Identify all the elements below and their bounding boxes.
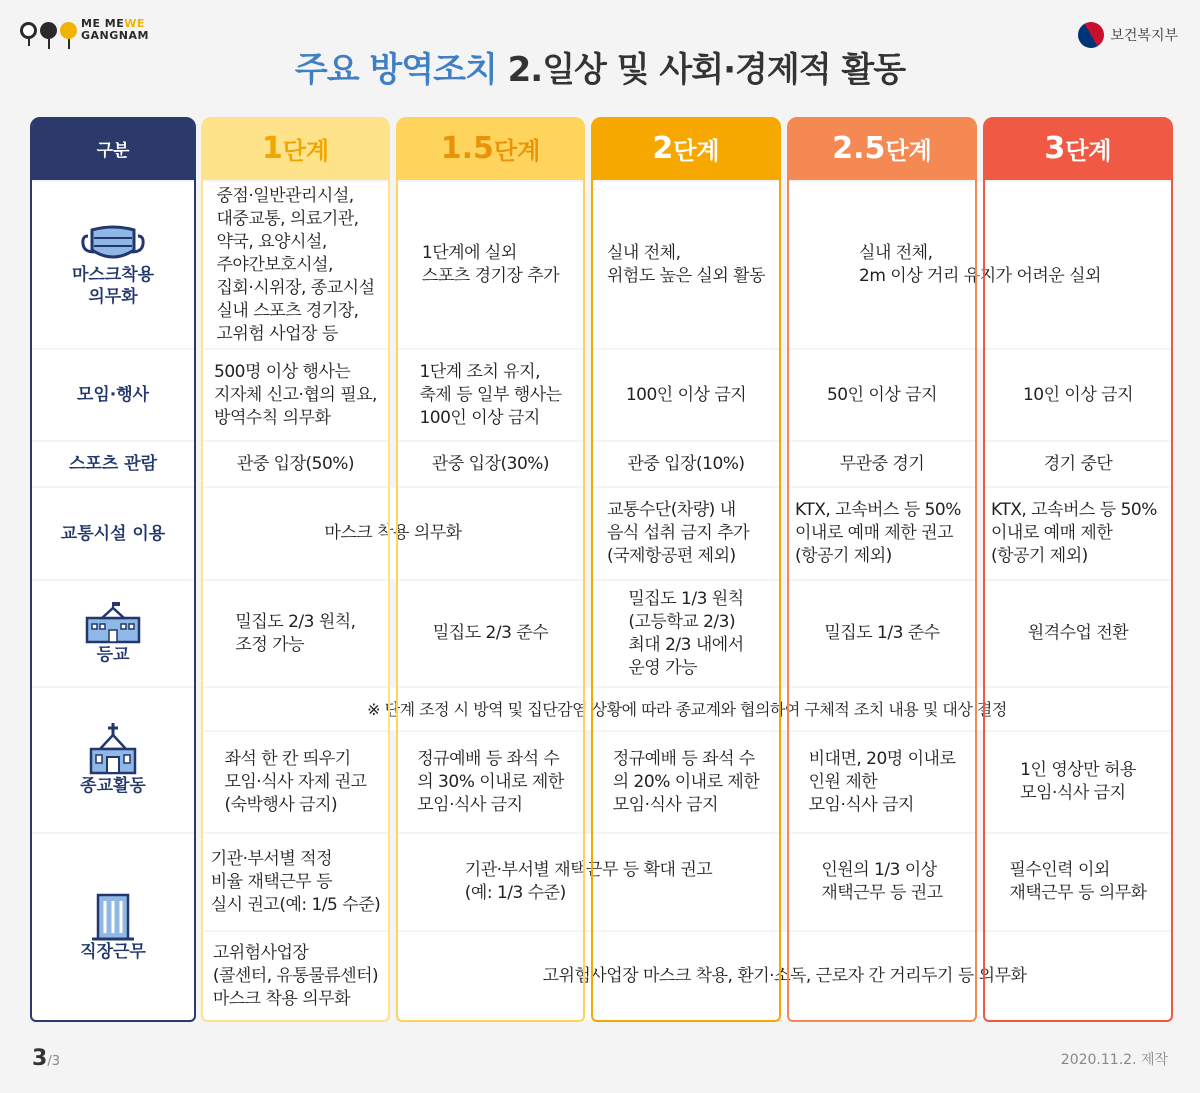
cell-school-l1 <box>203 581 388 686</box>
cell-gathering-l3: 10인 이상 금지 <box>985 350 1171 440</box>
multiline <box>214 361 377 430</box>
cell-work-l15-2 <box>398 834 779 930</box>
text-line: 모임·식사 금지 <box>612 794 719 815</box>
logo-we: WE <box>124 17 145 30</box>
row-label-gathering <box>32 350 194 440</box>
column-header-level <box>398 117 583 180</box>
level-number: 2.5 <box>832 131 886 166</box>
text-line: (국제항공편 제외) <box>607 546 736 566</box>
text-line: 2m 이상 거리 유지가 어려운 실외 <box>859 266 1101 286</box>
text-line: 위험도 높은 실외 활동 <box>606 266 765 286</box>
cell-sports-l1: 관중 입장(50%) <box>203 442 388 486</box>
cell-work-l3 <box>985 834 1171 930</box>
text-line: 필수인력 이외 <box>1009 860 1110 880</box>
text-line: 약국, 요양시설, <box>216 231 327 252</box>
column-header-level <box>203 117 388 180</box>
text-line: (콜센터, 유통물류센터) <box>212 965 379 986</box>
text-line: 1인 영상만 허용 <box>1020 760 1136 780</box>
text-line: 100인 이상 금지 <box>419 407 540 428</box>
text-line: 실내 전체, <box>859 243 933 263</box>
text-line: 축제 등 일부 행사는 <box>419 384 562 405</box>
text-line: KTX, 고속버스 등 50% <box>795 500 961 520</box>
school-icon <box>84 602 142 644</box>
cell-gathering-l25: 50인 이상 금지 <box>789 350 975 440</box>
cell-religion-note: ※ 단계 조정 시 방역 및 집단감염 상황에 따라 종교계와 협의하여 구체적 조치 내용 및 대상 결정 <box>203 688 1171 730</box>
text-line: 재택근무 등 권고 <box>821 883 943 903</box>
logo-circle-icon <box>40 22 57 39</box>
cell-mask-l1 <box>203 182 388 348</box>
text-line: 운영 가능 <box>628 657 697 678</box>
text-line: 중점·일반관리시설, <box>216 185 354 206</box>
cell-sports-l2: 관중 입장(10%) <box>593 442 779 486</box>
text-line: (예: 1/3 수준) <box>464 883 566 903</box>
logo-circle-icon <box>20 22 37 39</box>
text-line: 정규예배 등 좌석 수 <box>417 748 560 769</box>
cell-religion-l15 <box>398 732 583 832</box>
text-line: (숙박행사 금지) <box>224 794 338 815</box>
multiline <box>216 185 374 346</box>
logo-text <box>81 18 149 42</box>
multiline <box>213 942 378 1011</box>
text-line: 집회·시위장, 종교시설 <box>216 277 375 298</box>
text-line: 1단계 조치 유지, <box>419 361 541 382</box>
multiline <box>991 499 1157 568</box>
cell-transit-l3 <box>985 488 1171 579</box>
level-number: 2 <box>652 131 674 166</box>
text-line: 모임·식사 금지 <box>808 794 914 815</box>
row-label-text: 직장근무 <box>80 942 146 962</box>
text-line: 고위험 사업장 등 <box>216 323 338 344</box>
cell-transit-l1-15: 마스크 착용 의무화 <box>203 488 583 579</box>
text-line: (고등학교 2/3) <box>628 611 736 632</box>
cell-work-risk-rest: 고위험사업장 마스크 착용, 환기·소독, 근로자 간 거리두기 등 의무화 <box>398 932 1171 1020</box>
level-suffix: 단계 <box>673 137 720 165</box>
multiline <box>607 242 765 288</box>
text-line: 이내로 예매 제한 권고 <box>795 523 954 543</box>
mask-icon <box>80 222 146 264</box>
text-line: (항공기 제외) <box>795 546 892 566</box>
cell-gathering-l2: 100인 이상 금지 <box>593 350 779 440</box>
text-line: 이내로 예매 제한 <box>991 523 1113 543</box>
cell-work-risk-l1 <box>203 932 388 1020</box>
text-line: (항공기 제외) <box>991 546 1088 566</box>
text-line: 실내 전체, <box>606 243 681 263</box>
row-label-text: 교통시설 이용 <box>60 523 166 544</box>
text-line: 의 20% 이내로 제한 <box>612 771 760 792</box>
row-label-text: 마스크착용 <box>71 265 155 285</box>
text-line: 최대 2/3 내에서 <box>628 634 744 655</box>
multiline <box>419 361 561 430</box>
level-number: 1.5 <box>440 131 494 166</box>
cell-gathering-l15 <box>398 350 583 440</box>
text-line: 고위험사업장 <box>212 942 309 963</box>
text-line: 지자체 신고·협의 필요, <box>214 384 377 405</box>
page-total: /3 <box>47 1054 60 1069</box>
text-line: 밀집도 1/3 원칙 <box>628 588 744 609</box>
text-line: 방역수칙 의무화 <box>214 407 331 428</box>
title-accent: 주요 방역조치 <box>294 50 497 90</box>
multiline <box>809 748 956 817</box>
cell-sports-l15: 관중 입장(30%) <box>398 442 583 486</box>
level-suffix: 단계 <box>1065 137 1112 165</box>
level-suffix: 단계 <box>493 137 541 165</box>
text-line: 실시 권고(예: 1/5 수준) <box>210 894 381 915</box>
text-line: 좌석 한 칸 띄우기 <box>224 748 351 769</box>
logo <box>20 18 149 42</box>
logo-mark <box>20 22 77 39</box>
level-number: 1 <box>261 131 283 166</box>
column-header-level <box>985 117 1171 180</box>
text-line: 스포츠 경기장 추가 <box>421 266 560 286</box>
multiline <box>417 748 564 817</box>
multiline <box>224 748 366 817</box>
column-header-level <box>593 117 779 180</box>
page-title <box>0 42 1200 91</box>
text-line: 의 30% 이내로 제한 <box>417 771 564 792</box>
text-line: 비대면, 20명 이내로 <box>808 748 956 769</box>
text-line: 인원의 1/3 이상 <box>821 860 937 880</box>
row-label-text: 의무화 <box>88 287 138 307</box>
row-label-sports <box>32 442 194 486</box>
multiline <box>422 242 559 288</box>
multiline <box>607 499 749 568</box>
text-line: 교통수단(차량) 내 <box>607 500 736 520</box>
level-number: 3 <box>1044 131 1066 166</box>
multiline <box>795 499 961 568</box>
cell-religion-l2 <box>593 732 779 832</box>
cell-transit-l25 <box>789 488 975 579</box>
text-line: 재택근무 등 의무화 <box>1009 883 1147 903</box>
creation-date: 2020.11.2. 제작 <box>1060 1052 1168 1068</box>
multiline <box>465 859 712 905</box>
cell-sports-l3: 경기 중단 <box>985 442 1171 486</box>
row-label-transit <box>32 488 194 579</box>
text-line: 모임·식사 금지 <box>1020 783 1126 803</box>
cell-school-l15: 밀집도 2/3 준수 <box>398 581 583 686</box>
row-label-text: 종교활동 <box>80 776 146 796</box>
cell-religion-l1 <box>203 732 388 832</box>
text-line: 모임·식사 자제 권고 <box>224 771 367 792</box>
text-line: 모임·식사 금지 <box>417 794 523 815</box>
row-label-school <box>32 581 194 686</box>
column-header-gubun: 구분 <box>32 117 194 180</box>
row-label-mask <box>32 182 194 348</box>
cell-work-l1 <box>203 834 388 930</box>
row-label-text: 모임·행사 <box>76 385 150 405</box>
cell-mask-l15 <box>398 182 583 348</box>
text-line: 기관·부서별 적정 <box>210 848 332 869</box>
logo-line2: GANGNAM <box>81 29 149 42</box>
text-line: 음식 섭취 금지 추가 <box>607 523 750 543</box>
text-line: KTX, 고속버스 등 50% <box>991 500 1157 520</box>
text-line: 마스크 착용 의무화 <box>212 988 350 1009</box>
cell-religion-l3 <box>985 732 1171 832</box>
multiline <box>1009 859 1146 905</box>
multiline <box>821 859 942 905</box>
cell-mask-l2 <box>593 182 779 348</box>
church-icon <box>88 723 138 775</box>
text-line: 조정 가능 <box>235 634 304 655</box>
multiline <box>1020 759 1136 805</box>
text-line: 1단계에 실외 <box>421 243 517 263</box>
cell-sports-l25: 무관중 경기 <box>789 442 975 486</box>
row-label-religion <box>32 688 194 832</box>
text-line: 실내 스포츠 경기장, <box>216 300 359 321</box>
level-suffix: 단계 <box>885 137 932 165</box>
multiline <box>628 588 743 680</box>
text-line: 주야간보호시설, <box>216 254 333 275</box>
cell-school-l3: 원격수업 전환 <box>985 581 1171 686</box>
multiline <box>613 748 760 817</box>
cell-work-l25 <box>789 834 975 930</box>
row-label-text: 스포츠 관람 <box>68 454 158 474</box>
cell-school-l2 <box>593 581 779 686</box>
text-line: 비율 재택근무 등 <box>210 871 332 892</box>
ministry-name: 보건복지부 <box>1110 28 1178 44</box>
level-suffix: 단계 <box>282 137 330 165</box>
cell-school-l25: 밀집도 1/3 준수 <box>789 581 975 686</box>
logo-circle-icon <box>60 22 77 39</box>
text-line: 정규예배 등 좌석 수 <box>612 748 755 769</box>
page-current: 3 <box>32 1046 48 1071</box>
row-label-text: 등교 <box>96 644 130 665</box>
text-line: 인원 제한 <box>808 771 878 792</box>
multiline <box>235 611 355 657</box>
text-line: 500명 이상 행사는 <box>214 361 351 382</box>
page-number <box>32 1046 60 1071</box>
text-line: 기관·부서별 재택근무 등 확대 권고 <box>464 860 713 880</box>
cell-mask-l25-3 <box>789 182 1171 348</box>
column-header-level <box>789 117 975 180</box>
cell-religion-l25 <box>789 732 975 832</box>
logo-line1: ME ME <box>81 17 125 30</box>
title-rest: 2.일상 및 사회·경제적 활동 <box>507 50 906 90</box>
multiline <box>859 242 1101 288</box>
text-line: 대중교통, 의료기관, <box>216 208 359 229</box>
office-building-icon <box>90 891 136 941</box>
multiline <box>211 848 381 917</box>
text-line: 밀집도 2/3 원칙, <box>235 611 356 632</box>
cell-transit-l2 <box>593 488 779 579</box>
row-label-work <box>32 834 194 1020</box>
cell-gathering-l1 <box>203 350 388 440</box>
